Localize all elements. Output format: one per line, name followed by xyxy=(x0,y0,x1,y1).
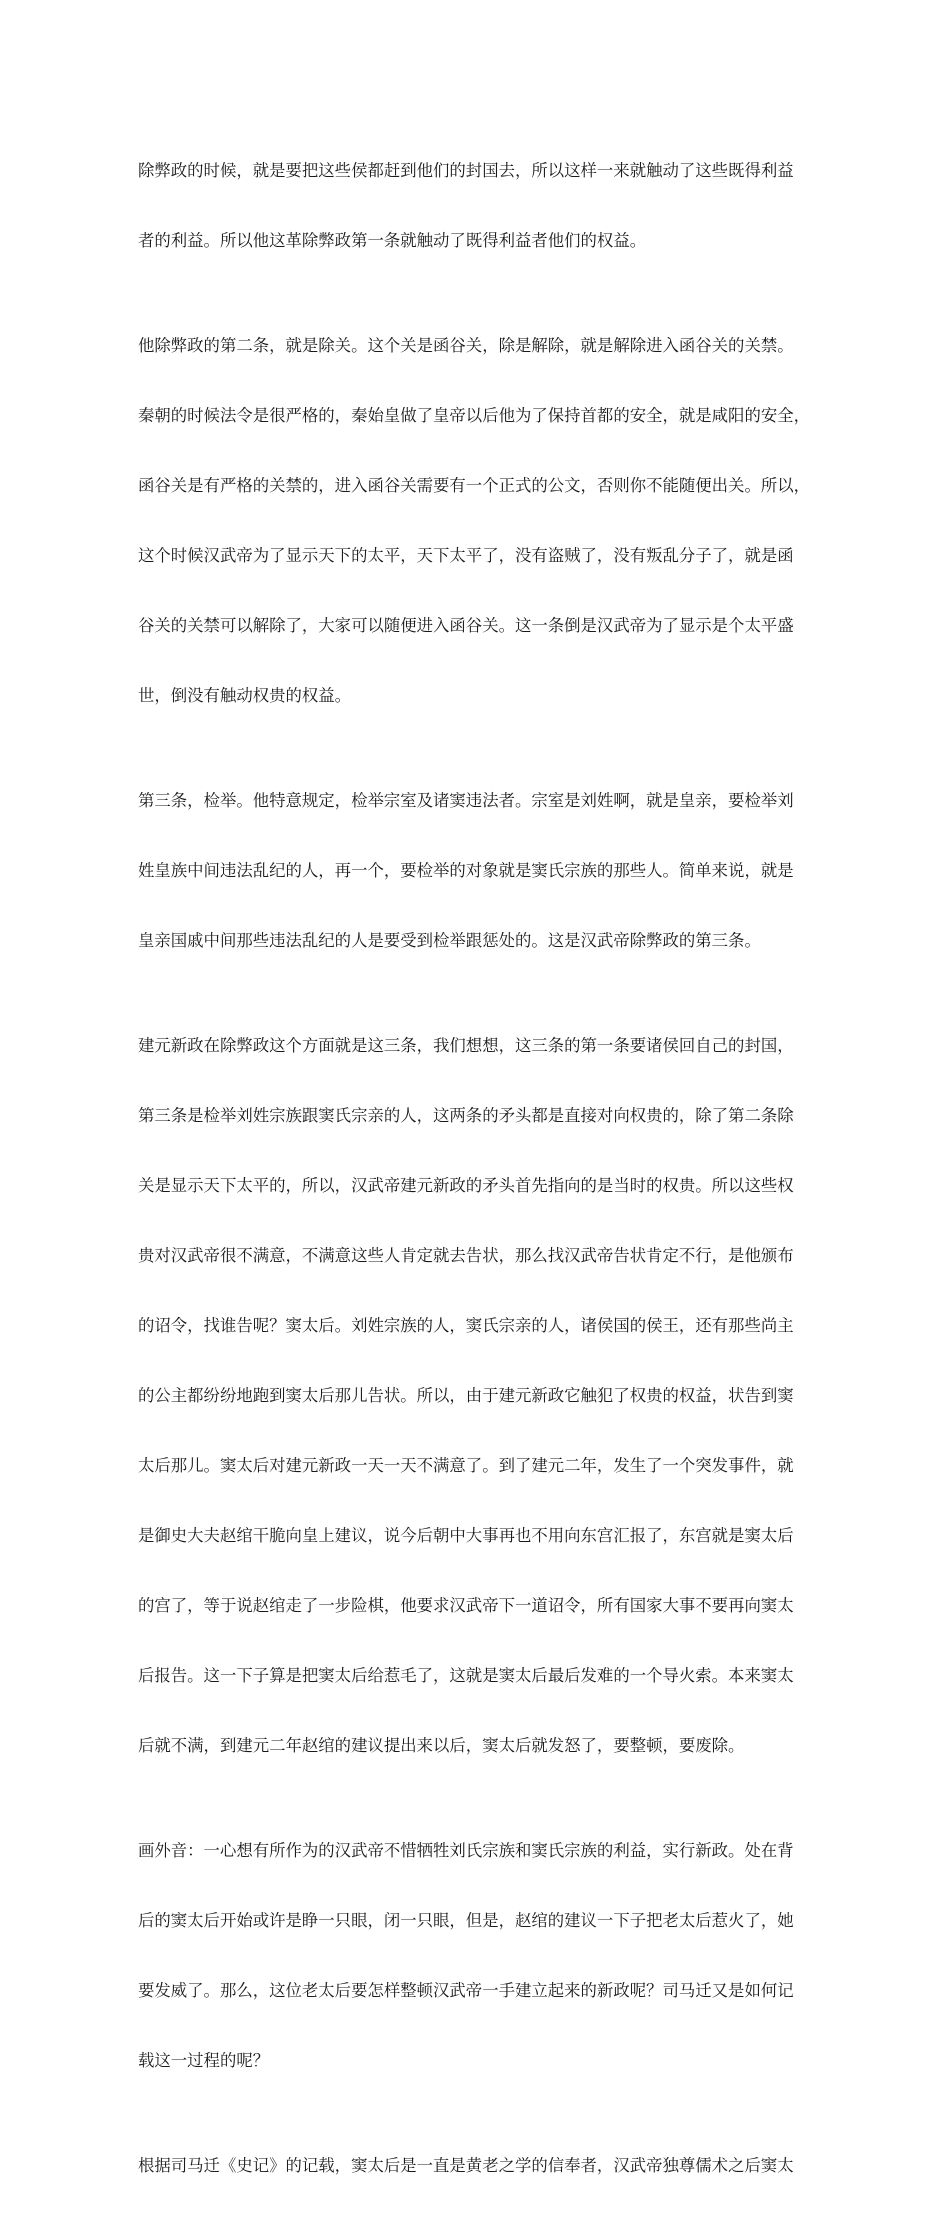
text-line: 关是显示天下太平的，所以，汉武帝建元新政的矛头首先指向的是当时的权贵。所以这些权 xyxy=(138,1176,794,1195)
text-line: 后的窦太后开始或许是睁一只眼，闭一只眼，但是，赵绾的建议一下子把老太后惹火了，她 xyxy=(138,1911,794,1930)
text-line: 函谷关是有严格的关禁的，进入函谷关需要有一个正式的公文，否则你不能随便出关。所以， xyxy=(138,476,811,495)
paragraph-5 xyxy=(138,1798,828,2113)
text-line: 他除弊政的第二条，就是除关。这个关是函谷关，除是解除，就是解除进入函谷关的关禁。 xyxy=(138,336,794,355)
text-line: 除弊政的时候，就是要把这些侯都赶到他们的封国去，所以这样一来就触动了这些既得利益 xyxy=(138,161,794,180)
text-line: 第三条是检举刘姓宗族跟窦氏宗亲的人，这两条的矛头都是直接对向权贵的，除了第二条除 xyxy=(138,1106,794,1125)
text-line: 根据司马迁《史记》的记载，窦太后是一直是黄老之学的信奉者，汉武帝独尊儒术之后窦太 xyxy=(138,2156,794,2175)
text-line: 者的利益。所以他这革除弊政第一条就触动了既得利益者他们的权益。 xyxy=(138,231,647,250)
text-line: 画外音：一心想有所作为的汉武帝不惜牺牲刘氏宗族和窦氏宗族的利益，实行新政。处在背 xyxy=(138,1841,794,1860)
paragraph-3 xyxy=(138,748,828,993)
text-line: 世，倒没有触动权贵的权益。 xyxy=(138,686,352,705)
text-line: 后就不满，到建元二年赵绾的建议提出来以后，窦太后就发怒了，要整顿，要废除。 xyxy=(138,1736,745,1755)
text-line: 载这一过程的呢？ xyxy=(138,2051,270,2070)
body-text xyxy=(138,118,828,2218)
paragraph-4 xyxy=(138,993,828,1798)
paragraph-6 xyxy=(138,2113,828,2218)
text-line: 皇亲国戚中间那些违法乱纪的人是要受到检举跟惩处的。这是汉武帝除弊政的第三条。 xyxy=(138,931,761,950)
text-line: 的宫了，等于说赵绾走了一步险棋，他要求汉武帝下一道诏令，所有国家大事不要再向窦太 xyxy=(138,1596,794,1615)
text-line: 这个时候汉武帝为了显示天下的太平，天下太平了，没有盗贼了，没有叛乱分子了，就是函 xyxy=(138,546,794,565)
text-line: 谷关的关禁可以解除了，大家可以随便进入函谷关。这一条倒是汉武帝为了显示是个太平盛 xyxy=(138,616,794,635)
text-line: 贵对汉武帝很不满意，不满意这些人肯定就去告状，那么找汉武帝告状肯定不行，是他颁布 xyxy=(138,1246,794,1265)
text-line: 姓皇族中间违法乱纪的人，再一个，要检举的对象就是窦氏宗族的那些人。简单来说，就是 xyxy=(138,861,794,880)
paragraph-1 xyxy=(138,118,828,293)
text-line: 是御史大夫赵绾干脆向皇上建议，说今后朝中大事再也不用向东宫汇报了，东宫就是窦太后 xyxy=(138,1526,794,1545)
text-line: 要发威了。那么，这位老太后要怎样整顿汉武帝一手建立起来的新政呢？司马迁又是如何记 xyxy=(138,1981,794,2000)
paragraph-2 xyxy=(138,293,828,748)
text-line: 后报告。这一下子算是把窦太后给惹毛了，这就是窦太后最后发难的一个导火索。本来窦太 xyxy=(138,1666,794,1685)
text-line: 秦朝的时候法令是很严格的，秦始皇做了皇帝以后他为了保持首都的安全，就是咸阳的安全， xyxy=(138,406,811,425)
text-line: 第三条，检举。他特意规定，检举宗室及诸窦违法者。宗室是刘姓啊，就是皇亲，要检举刘 xyxy=(138,791,794,810)
text-line: 的公主都纷纷地跑到窦太后那儿告状。所以，由于建元新政它触犯了权贵的权益，状告到窦 xyxy=(138,1386,794,1405)
text-line: 建元新政在除弊政这个方面就是这三条，我们想想，这三条的第一条要诸侯回自己的封国， xyxy=(138,1036,794,1055)
text-line: 太后那儿。窦太后对建元新政一天一天不满意了。到了建元二年，发生了一个突发事件，就 xyxy=(138,1456,794,1475)
text-line: 的诏令，找谁告呢？窦太后。刘姓宗族的人，窦氏宗亲的人，诸侯国的侯王，还有那些尚主 xyxy=(138,1316,794,1335)
